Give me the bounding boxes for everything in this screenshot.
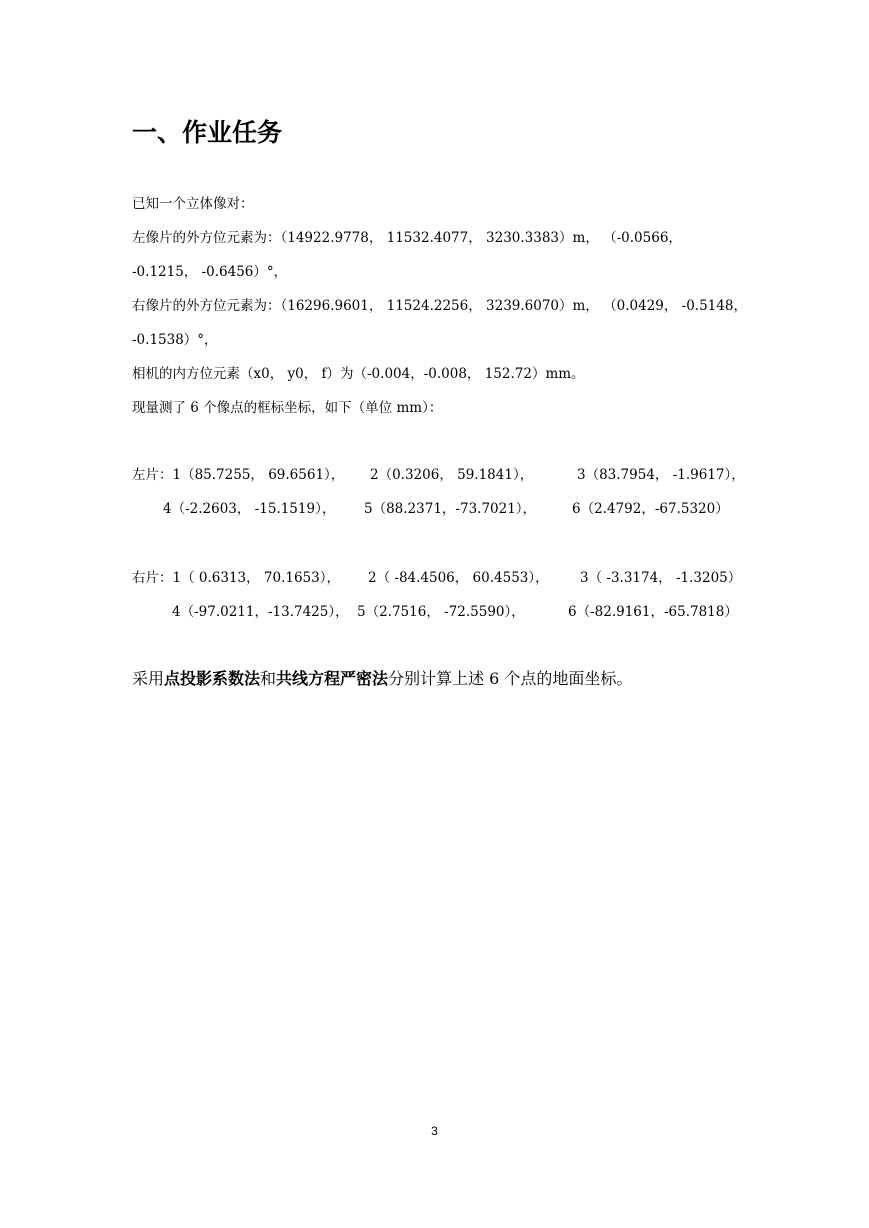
task-prefix: 采用	[132, 669, 165, 688]
right-photo-point-1: 右片：1（ 0.6313， 70.1653），	[132, 570, 340, 586]
left-photo-point-5: 5（88.2371，-73.7021），	[364, 501, 537, 517]
left-photo-point-6: 6（2.4792，-67.5320）	[572, 501, 729, 517]
left-photo-point-2: 2（0.3206， 59.1841），	[370, 467, 534, 483]
known-intro: 已知一个立体像对：	[132, 196, 254, 212]
right-photo-point-5: 5（2.7516， -72.5590），	[357, 604, 525, 620]
right-photo-point-6: 6（-82.9161，-65.7818）	[568, 604, 738, 620]
left-exterior-orientation-line2: -0.1215， -0.6456）°，	[132, 264, 288, 280]
method-point-projection: 点投影系数法	[164, 669, 261, 688]
task-and: 和	[260, 669, 277, 688]
left-photo-point-1: 左片：1（85.7255， 69.6561），	[132, 467, 345, 483]
section-heading: 一、作业任务	[132, 118, 283, 147]
left-photo-point-3: 3（83.7954， -1.9617），	[577, 467, 745, 483]
right-photo-point-4: 4（-97.0211，-13.7425），	[172, 604, 349, 620]
method-collinearity: 共线方程严密法	[276, 669, 389, 688]
left-exterior-orientation-line1: 左像片的外方位元素为：（14922.9778， 11532.4077， 3230.3383）m， （-0.0566，	[132, 230, 682, 246]
right-exterior-orientation-line2: -0.1538）°，	[132, 332, 218, 348]
page-number: 3	[431, 1124, 438, 1138]
right-photo-point-2: 2（ -84.4506， 60.4553），	[368, 570, 549, 586]
left-photo-point-4: 4（-2.2603， -15.1519），	[163, 501, 336, 517]
right-photo-point-3: 3（ -3.3174， -1.3205）	[580, 570, 742, 586]
measure-intro: 现量测了 6 个像点的框标坐标，如下（单位 mm）：	[132, 400, 443, 416]
interior-orientation: 相机的内方位元素（x0， y0， f）为（-0.004，-0.008， 152.72）mm。	[132, 366, 585, 382]
task-statement	[132, 668, 632, 690]
right-exterior-orientation-line1: 右像片的外方位元素为：（16296.9601， 11524.2256， 3239.6070）m， （0.0429， -0.5148，	[132, 298, 747, 314]
task-suffix: 分别计算上述 6 个点的地面坐标。	[388, 669, 633, 688]
